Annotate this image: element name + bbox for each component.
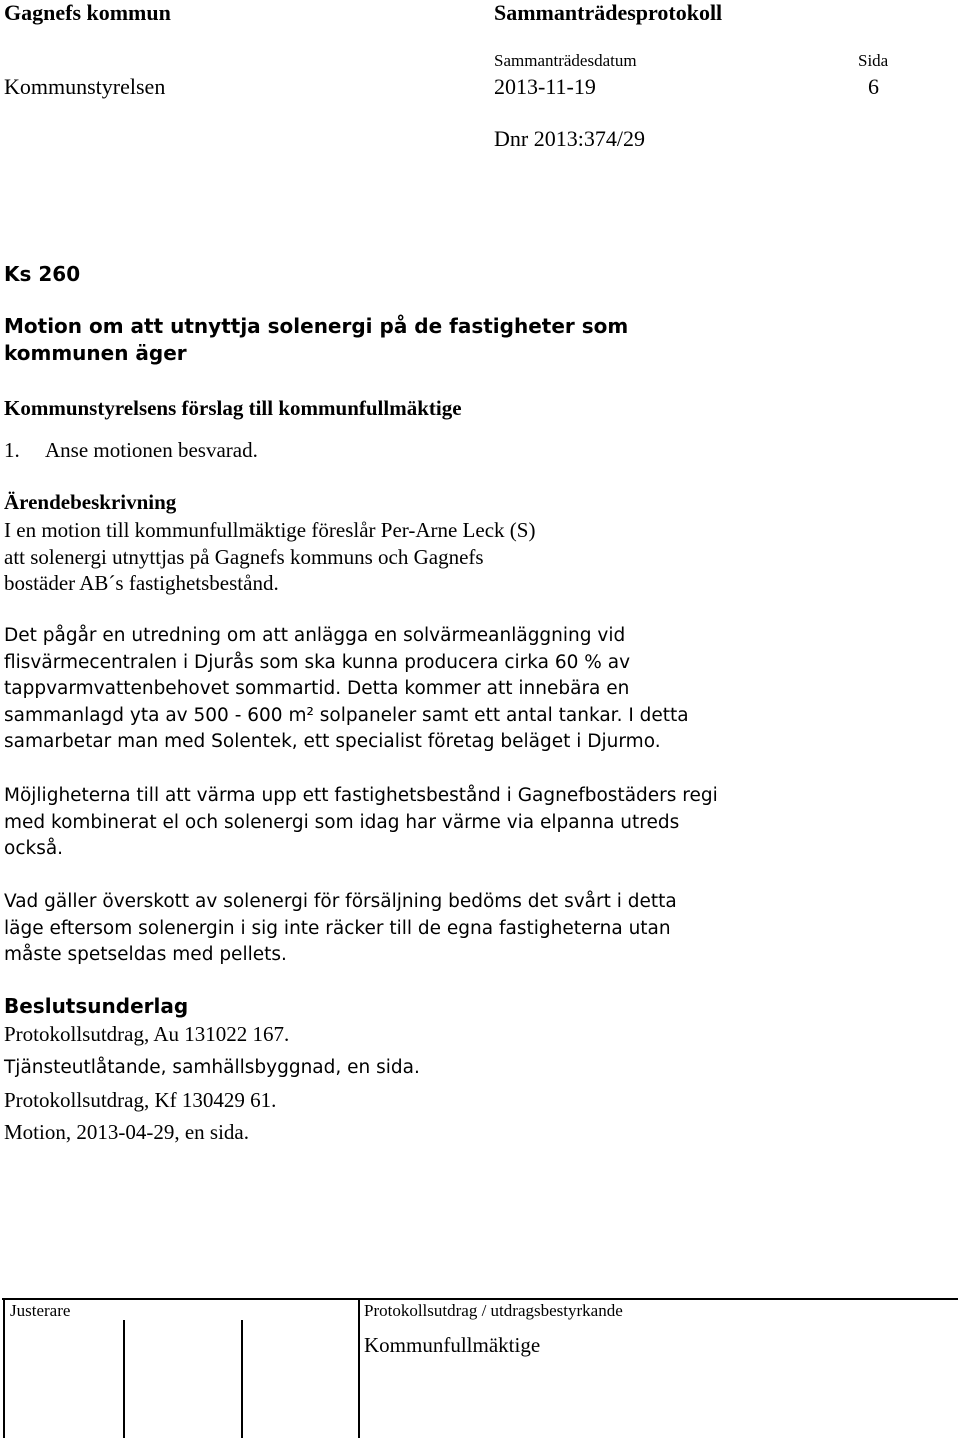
organization-name: Gagnefs kommun bbox=[4, 0, 171, 25]
description-heading: Ärendebeskrivning bbox=[4, 490, 177, 514]
proposal-item-number: 1. bbox=[4, 438, 20, 462]
footer-divider bbox=[358, 1298, 360, 1438]
basis-heading: Beslutsunderlag bbox=[4, 994, 189, 1018]
paragraph-line: också. bbox=[4, 838, 64, 859]
dnr: Dnr 2013:374/29 bbox=[494, 126, 645, 151]
paragraph-line: läge eftersom solenergin i sig inte räcker till de egna fastigheterna utan bbox=[4, 917, 671, 939]
footer-divider bbox=[3, 1298, 5, 1438]
description-paragraph bbox=[4, 889, 677, 969]
footer-divider bbox=[241, 1320, 243, 1438]
footer-divider bbox=[123, 1320, 125, 1438]
page-number: 6 bbox=[868, 74, 879, 99]
footer-rule bbox=[2, 1298, 958, 1300]
paragraph-line: sammanlagd yta av 500 - 600 m² solpaneler samt ett antal tankar. I detta bbox=[4, 704, 689, 726]
item-title-line: Motion om att utnyttja solenergi på de fastigheter som bbox=[4, 314, 629, 338]
proposal-heading: Kommunstyrelsens förslag till kommunfullmäktige bbox=[4, 396, 462, 420]
basis-item: Motion, 2013-04-29, en sida. bbox=[4, 1120, 249, 1144]
extract-label: Protokollsutdrag / utdragsbestyrkande bbox=[364, 1301, 623, 1320]
document-type: Sammanträdesprotokoll bbox=[494, 0, 723, 25]
item-title bbox=[4, 313, 628, 367]
committee-name: Kommunstyrelsen bbox=[4, 74, 166, 99]
paragraph-line: bostäder AB´s fastighetsbestånd. bbox=[4, 571, 279, 595]
basis-item: Protokollsutdrag, Kf 130429 61. bbox=[4, 1088, 277, 1112]
basis-item: Tjänsteutlåtande, samhällsbyggnad, en sida. bbox=[4, 1057, 420, 1078]
item-title-line: kommunen äger bbox=[4, 341, 187, 365]
date-label: Sammanträdesdatum bbox=[494, 51, 637, 70]
description-paragraph bbox=[4, 517, 535, 597]
paragraph-line: Det pågår en utredning om att anlägga en solvärmeanläggning vid bbox=[4, 625, 626, 646]
justerare-label: Justerare bbox=[10, 1301, 71, 1320]
paragraph-line: tappvarmvattenbehovet sommartid. Detta kommer att innebära en bbox=[4, 678, 630, 699]
meeting-date: 2013-11-19 bbox=[494, 74, 596, 99]
description-paragraph bbox=[4, 783, 718, 863]
paragraph-line: måste spetseldas med pellets. bbox=[4, 944, 287, 965]
paragraph-line: Möjligheterna till att värma upp ett fastighetsbestånd i Gagnefbostäders regi bbox=[4, 785, 718, 806]
paragraph-line: I en motion till kommunfullmäktige föreslår Per-Arne Leck (S) bbox=[4, 518, 536, 542]
item-number: Ks 260 bbox=[4, 262, 81, 286]
basis-item: Protokollsutdrag, Au 131022 167. bbox=[4, 1022, 290, 1046]
paragraph-line: Vad gäller överskott av solenergi för försäljning bedöms det svårt i detta bbox=[4, 891, 677, 912]
extract-recipient: Kommunfullmäktige bbox=[364, 1333, 541, 1357]
paragraph-line: samarbetar man med Solentek, ett specialist företag beläget i Djurmo. bbox=[4, 731, 661, 752]
proposal-item-text: Anse motionen besvarad. bbox=[45, 438, 258, 462]
paragraph-line: att solenergi utnyttjas på Gagnefs kommuns och Gagnefs bbox=[4, 544, 484, 569]
paragraph-line: med kombinerat el och solenergi som idag har värme via elpanna utreds bbox=[4, 811, 680, 833]
paragraph-line: flisvärmecentralen i Djurås som ska kunna producera cirka 60 % av bbox=[4, 651, 631, 673]
page-label: Sida bbox=[858, 51, 889, 70]
description-paragraph bbox=[4, 623, 689, 756]
